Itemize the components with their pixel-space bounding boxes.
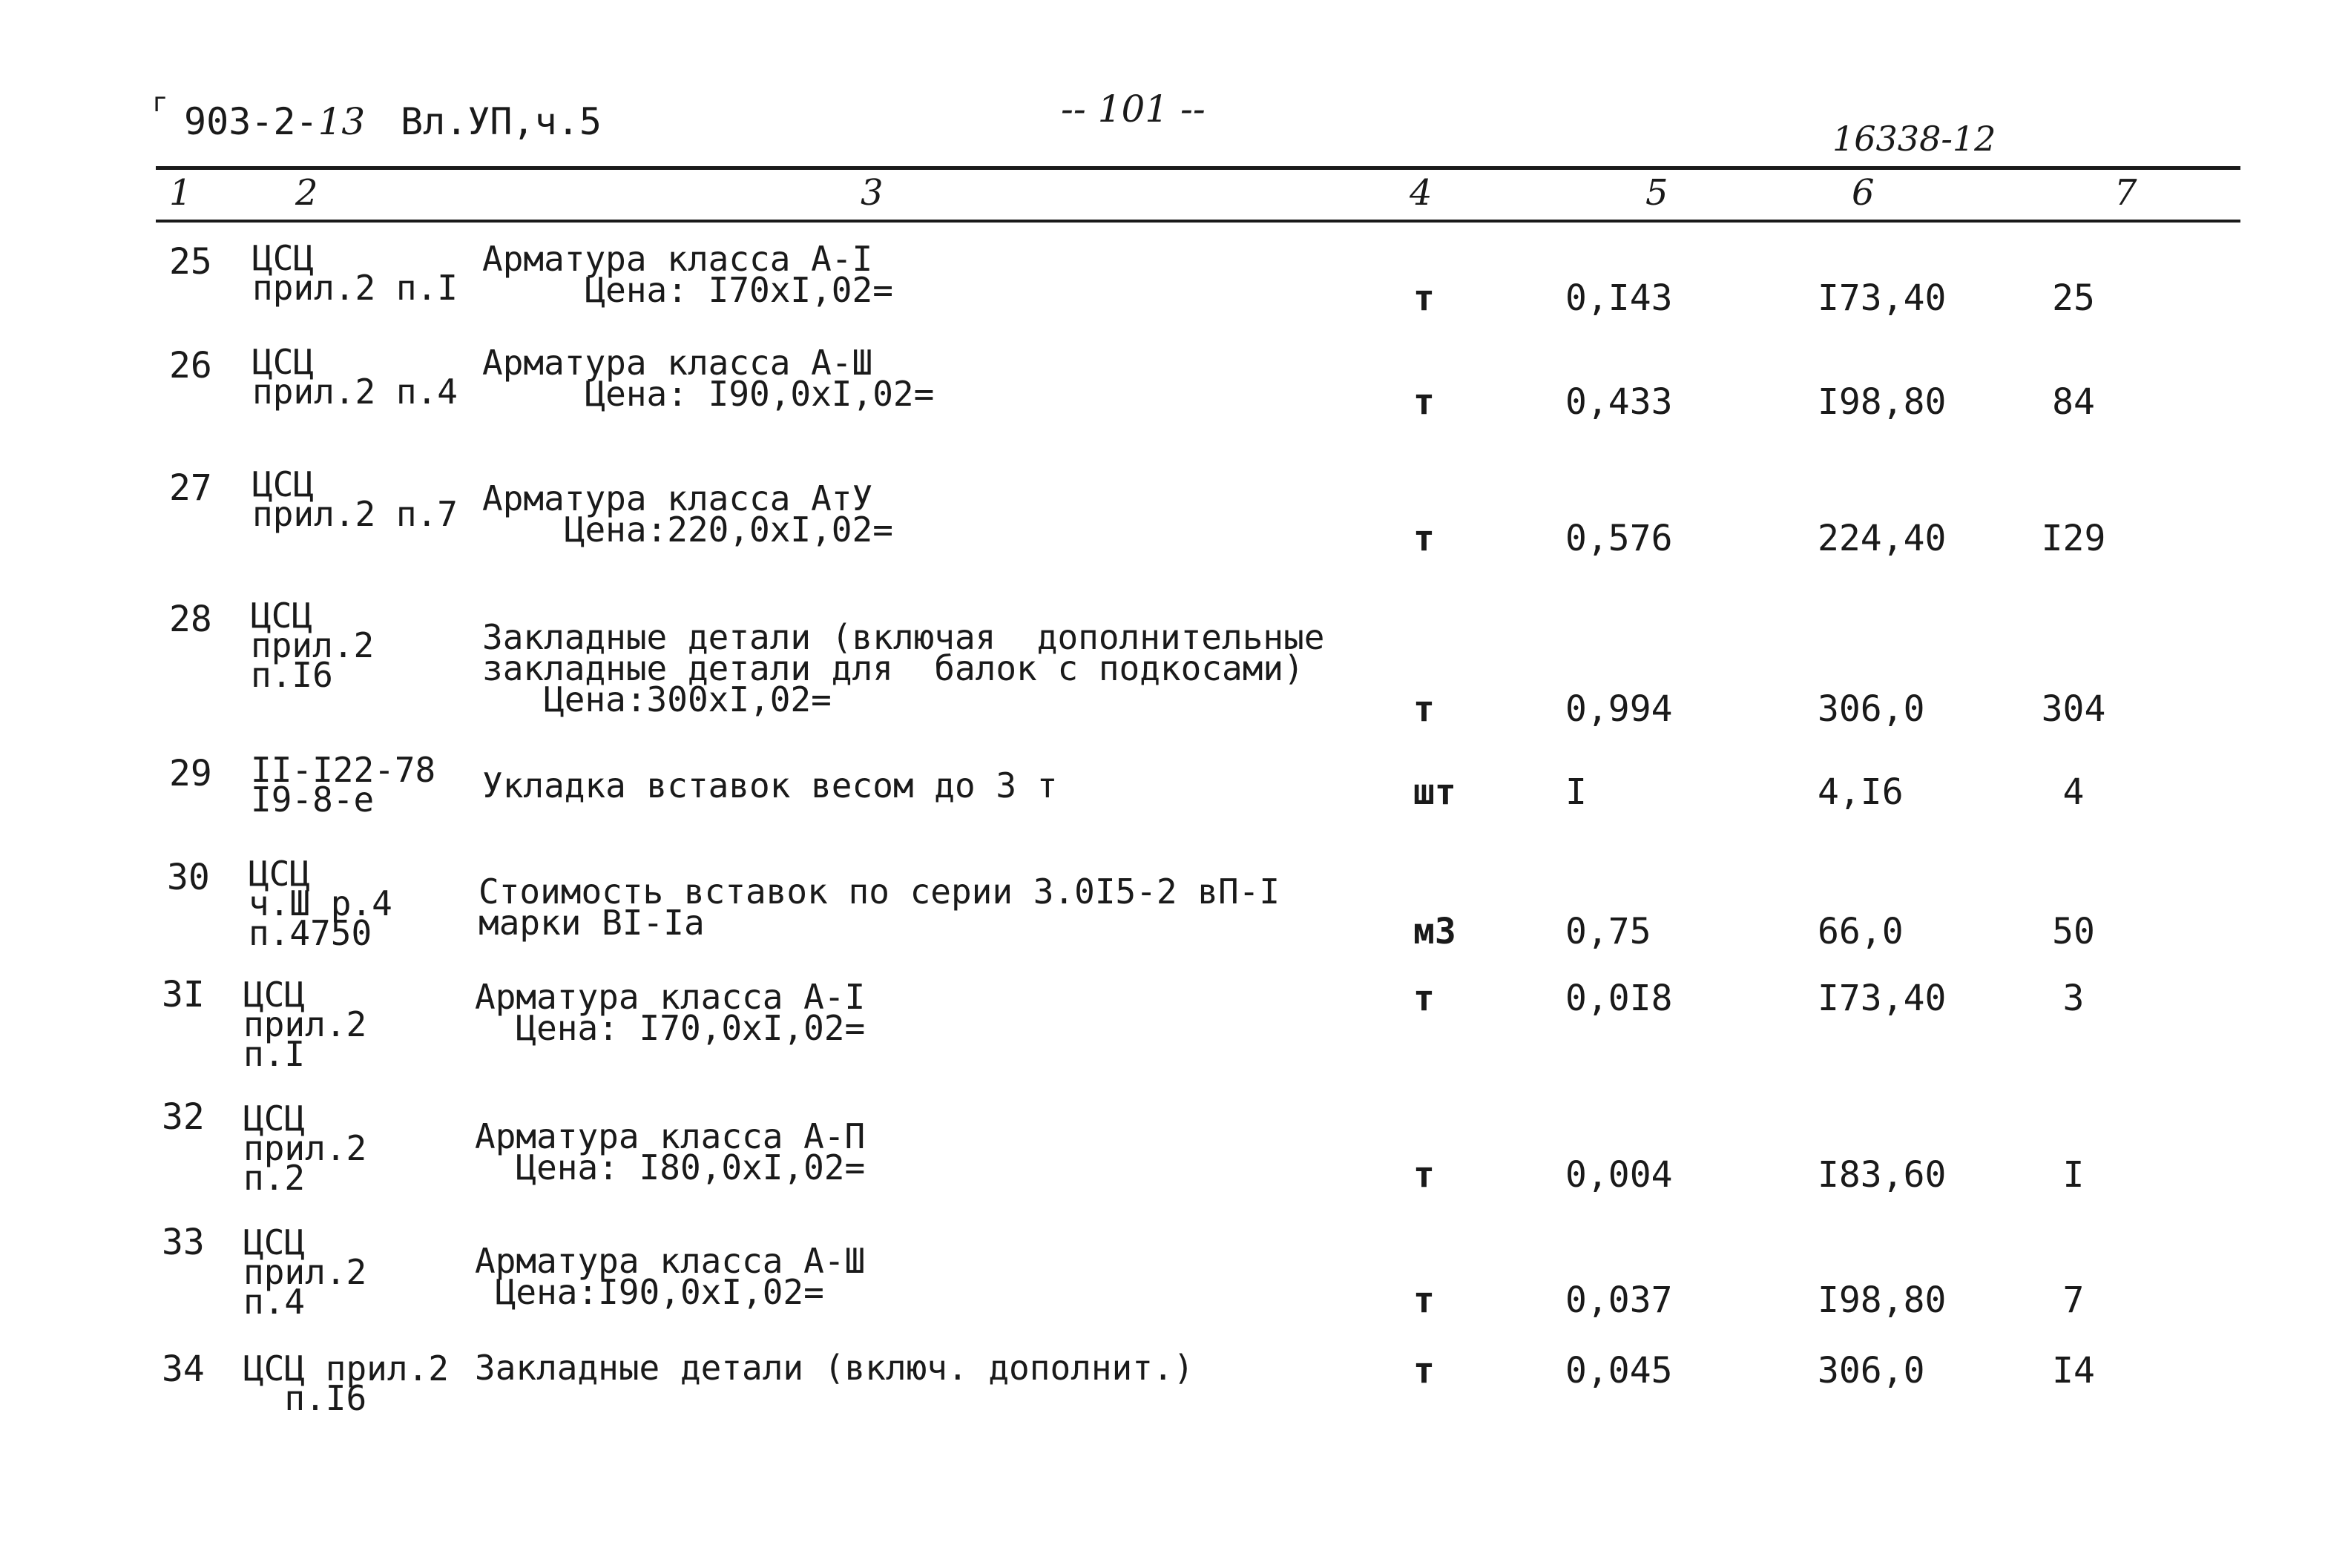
row-code: прил.2 — [243, 1004, 367, 1044]
row-code: ЦСЦ — [243, 1098, 306, 1139]
row-code: ЦСЦ — [252, 342, 315, 382]
row-quantity: 0,I43 — [1565, 277, 1673, 319]
row-quantity: 0,75 — [1565, 911, 1651, 952]
row-description: Цена: I70,0xI,02= — [475, 1008, 866, 1048]
row-code: прил.2 п.7 — [252, 494, 458, 534]
row-quantity: 0,004 — [1565, 1154, 1673, 1196]
row-quantity: 0,037 — [1565, 1279, 1673, 1321]
row-code: ЦСЦ — [252, 464, 315, 504]
row-quantity: 0,576 — [1565, 518, 1673, 559]
row-total: 25 — [2052, 277, 2095, 319]
row-number: 26 — [169, 345, 212, 386]
row-description: закладные детали для балок с подкосами) — [482, 648, 1304, 688]
column-header-4: 4 — [1410, 172, 1433, 214]
row-code: ЦСЦ — [249, 854, 311, 894]
row-description: Арматура класса А-Ш — [475, 1241, 866, 1281]
row-unit-price: I98,80 — [1818, 381, 1947, 423]
row-total: 4 — [2062, 771, 2085, 813]
row-code: п.2 — [243, 1158, 306, 1198]
row-code: ЦСЦ — [251, 596, 313, 636]
row-code: прил.2 — [243, 1128, 367, 1168]
row-unit: т — [1413, 1350, 1435, 1391]
row-unit: шт — [1413, 771, 1456, 813]
row-code: ЦСЦ — [252, 238, 315, 278]
row-unit-price: 66,0 — [1818, 911, 1904, 952]
row-total: I29 — [2041, 518, 2106, 559]
row-total: I — [2062, 1154, 2085, 1196]
row-description: Арматура класса А-Ш — [482, 343, 873, 383]
row-code: ЦСЦ — [243, 975, 306, 1015]
row-description: Арматура класса АтУ — [482, 478, 873, 518]
row-total: 7 — [2062, 1279, 2085, 1321]
row-unit: т — [1413, 1154, 1435, 1196]
volume-label: Вл.УП,ч.5 — [401, 100, 602, 143]
row-description: Арматура класса А-П — [475, 1116, 866, 1156]
row-unit-price: I73,40 — [1818, 277, 1947, 319]
column-header-5: 5 — [1645, 172, 1668, 214]
row-unit: т — [1413, 277, 1435, 319]
row-code: п.4 — [243, 1282, 306, 1322]
row-unit-price: I73,40 — [1818, 978, 1947, 1019]
row-unit-price: 306,0 — [1818, 1350, 1925, 1391]
row-total: I4 — [2052, 1350, 2095, 1391]
document-number-suffix: 13 — [318, 100, 366, 143]
row-description: Укладка вставок весом до 3 т — [482, 765, 1058, 806]
row-code: I9-8-е — [251, 780, 375, 820]
row-description: Цена: I90,0xI,02= — [482, 374, 935, 414]
row-quantity: I — [1565, 771, 1587, 813]
row-code: п.I6 — [251, 655, 333, 695]
column-header-3: 3 — [861, 172, 884, 214]
column-header-2: 2 — [295, 172, 318, 214]
row-number: 33 — [162, 1222, 205, 1263]
row-code: прил.2 — [251, 625, 375, 665]
row-description: Цена:220,0xI,02= — [482, 510, 893, 550]
row-description: Закладные детали (включая дополнительные — [482, 617, 1325, 657]
row-total: 3 — [2062, 978, 2085, 1019]
row-unit-price: 306,0 — [1818, 688, 1925, 730]
row-number: 34 — [162, 1348, 205, 1390]
row-quantity: 0,045 — [1565, 1350, 1673, 1391]
row-code: ЦСЦ прил.2 — [243, 1348, 449, 1389]
row-description: Цена:300xI,02= — [482, 679, 832, 719]
row-number: 32 — [162, 1096, 205, 1138]
row-description: Цена: I70xI,02= — [482, 270, 893, 310]
document-number-prefix: 903-2- — [184, 100, 318, 143]
document-number — [184, 100, 365, 143]
header-bottom-rule — [156, 220, 2240, 223]
row-code: II-I22-78 — [251, 750, 436, 790]
row-code: п.I6 — [243, 1378, 367, 1418]
row-quantity: 0,0I8 — [1565, 978, 1673, 1019]
column-header-6: 6 — [1852, 172, 1875, 214]
row-unit-price: I83,60 — [1818, 1154, 1947, 1196]
row-code: п.4750 — [249, 913, 372, 953]
row-description: Цена:I90,0xI,02= — [475, 1272, 824, 1312]
row-unit: т — [1413, 1279, 1435, 1321]
row-code: ч.Ш р.4 — [249, 883, 392, 923]
row-total: 304 — [2041, 688, 2106, 730]
row-total: 50 — [2052, 911, 2095, 952]
row-description: Арматура класса А-I — [482, 239, 873, 279]
row-code: прил.2 п.I — [252, 268, 458, 308]
column-header-7: 7 — [2114, 172, 2137, 214]
row-number: 25 — [169, 241, 212, 283]
header-top-rule — [156, 166, 2240, 170]
row-code: прил.2 — [243, 1252, 367, 1292]
row-number: 29 — [169, 753, 212, 794]
row-unit: т — [1413, 978, 1435, 1019]
row-description: Закладные детали (включ. дополнит.) — [475, 1348, 1194, 1388]
row-quantity: 0,433 — [1565, 381, 1673, 423]
row-description: марки BI-Ia — [479, 903, 705, 943]
corner-mark: г — [152, 88, 168, 118]
row-unit: т — [1413, 518, 1435, 559]
row-unit-price: 224,40 — [1818, 518, 1947, 559]
row-code: прил.2 п.4 — [252, 372, 458, 412]
row-code: п.I — [243, 1034, 306, 1074]
row-unit: т — [1413, 381, 1435, 423]
row-quantity: 0,994 — [1565, 688, 1673, 730]
row-description: Стоимость вставок по серии 3.0I5-2 вП-I — [479, 872, 1280, 912]
inventory-number: 16338-12 — [1832, 119, 1996, 159]
row-code: ЦСЦ — [243, 1222, 306, 1262]
row-description: Цена: I80,0xI,02= — [475, 1147, 866, 1187]
row-unit-price: I98,80 — [1818, 1279, 1947, 1321]
row-number: 30 — [167, 857, 210, 898]
row-total: 84 — [2052, 381, 2095, 423]
row-number: 28 — [169, 599, 212, 640]
row-description: Арматура класса А-I — [475, 977, 866, 1017]
row-unit: м3 — [1413, 911, 1456, 952]
row-number: 3I — [162, 974, 205, 1015]
row-unit: т — [1413, 688, 1435, 730]
row-number: 27 — [169, 467, 212, 509]
page-number: -- 101 -- — [1061, 88, 1206, 131]
column-header-1: 1 — [169, 172, 192, 214]
row-unit-price: 4,I6 — [1818, 771, 1904, 813]
